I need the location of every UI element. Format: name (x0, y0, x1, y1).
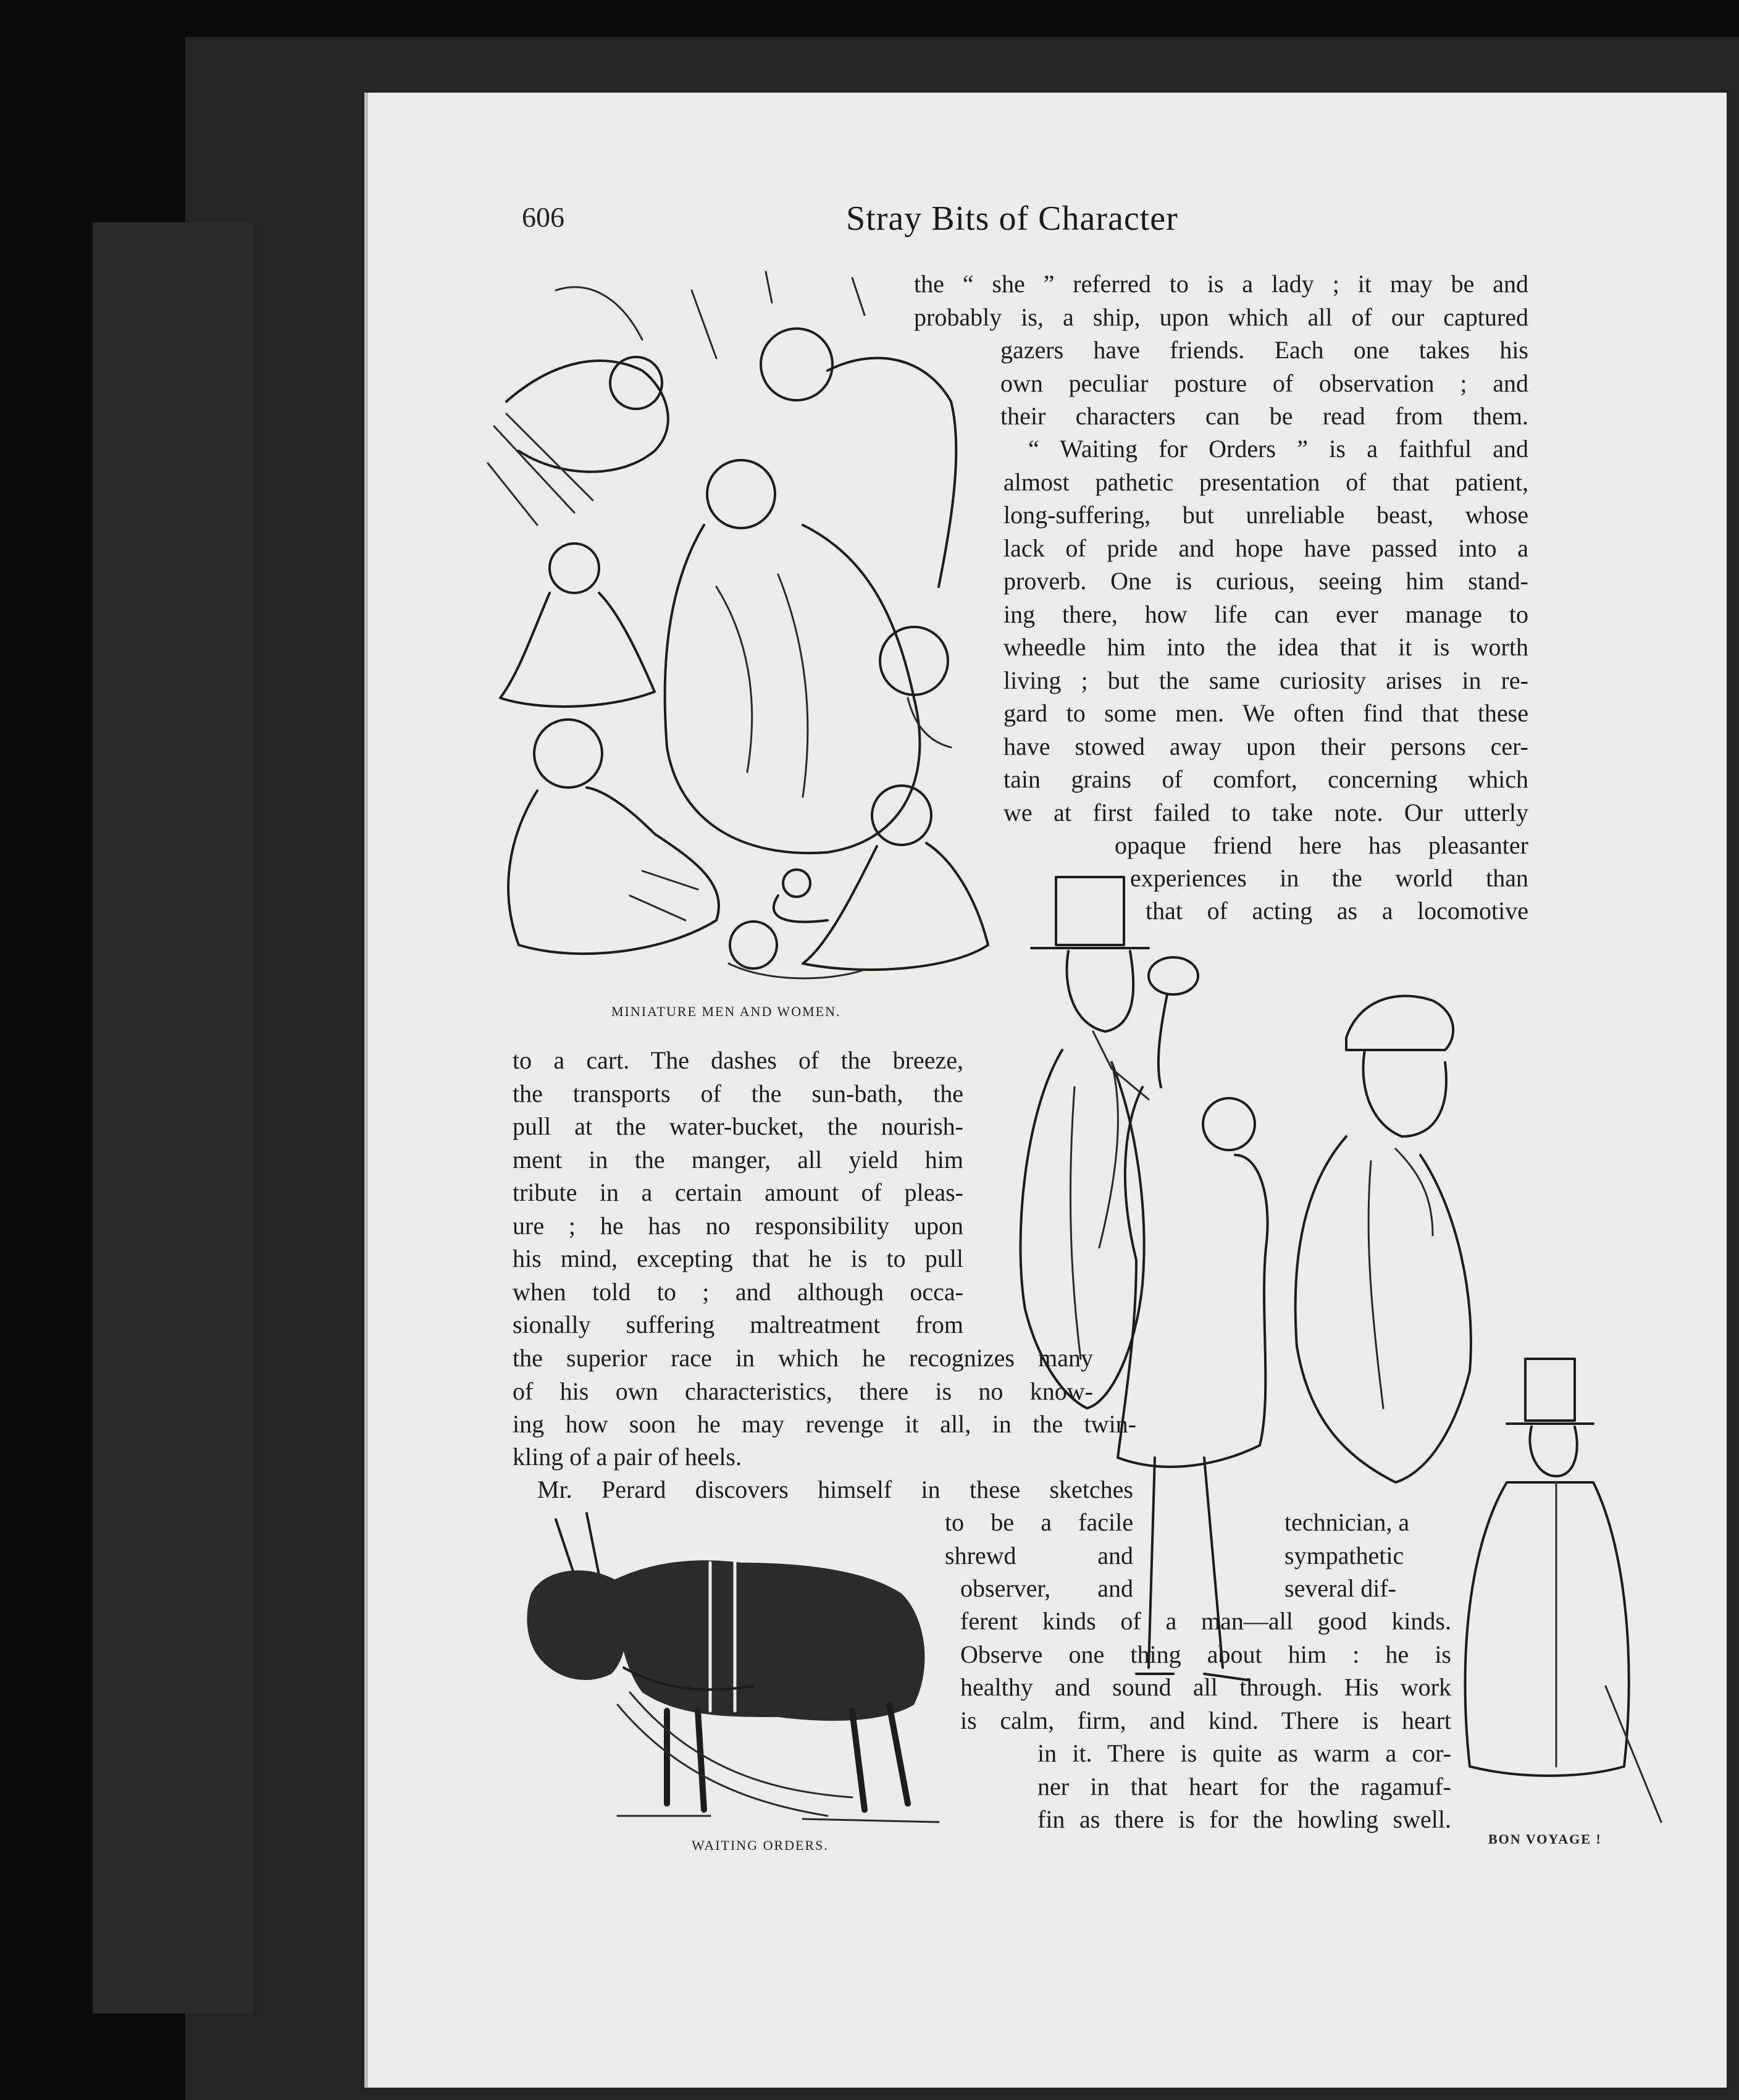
text-line: shrewd and (945, 1541, 1133, 1569)
text-line: the superior race in which he recognizes many (513, 1344, 1093, 1372)
text-line: opaque friend here has pleasanter (1115, 831, 1528, 859)
paragraph-2-narrow (1146, 894, 1528, 928)
text-line: living ; but the same curiosity arises in re- (1004, 666, 1528, 694)
text-line: have stowed away upon their persons cer- (1004, 732, 1528, 760)
text-line: ing how soon he may revenge it all, in the twin- (513, 1410, 1136, 1438)
text-line: ure ; he has no responsibility upon (513, 1211, 963, 1240)
text-line: technician, a (1284, 1508, 1410, 1536)
text-line: experiences in the world than (1130, 864, 1528, 892)
text-line: gard to some men. We often find that these (1004, 699, 1528, 727)
text-line: gazers have friends. Each one takes his (1000, 336, 1528, 364)
text-line: sionally suffering maltreatment from (513, 1311, 963, 1338)
paragraph-3-wide (513, 1408, 1136, 1441)
text-line: tribute in a certain amount of pleas- (513, 1178, 963, 1206)
running-head: Stray Bits of Character (846, 200, 1178, 238)
text-line: long-suffering, but unreliable beast, whose (1004, 501, 1528, 529)
text-line: sympathetic (1284, 1541, 1404, 1569)
text-line: Observe one thing about him : he is (960, 1640, 1451, 1668)
text-line: ing there, how life can ever manage to (1004, 600, 1528, 628)
donkey-illustration (506, 1507, 976, 1828)
text-line: observer, and (960, 1574, 1133, 1602)
text-line: kling of a pair of heels. (513, 1443, 742, 1471)
text-line: fin as there is for the howling swell. (1037, 1805, 1451, 1833)
paragraph-1-bottom (1000, 334, 1528, 433)
text-line: ferent kinds of a man—all good kinds. (960, 1607, 1451, 1635)
paragraph-3 (513, 1044, 963, 1342)
paragraph-4-first (537, 1473, 1133, 1506)
text-line: to be a facile (945, 1508, 1133, 1536)
text-line: wheedle him into the idea that it is worth (1004, 633, 1528, 661)
page-number: 606 (522, 201, 564, 233)
text-line: tain grains of comfort, concerning which (1004, 765, 1528, 793)
paragraph-3-last (513, 1440, 742, 1474)
text-line: of his own characteristics, there is no know- (513, 1377, 1093, 1405)
babies-illustration (482, 266, 994, 994)
text-line: ner in that heart for the ragamuf- (1037, 1772, 1451, 1800)
text-line: is calm, firm, and kind. There is heart (960, 1706, 1451, 1734)
text-line: “ Waiting for Orders ” is a faithful and (1028, 435, 1528, 463)
text-line: the “ she ” referred to is a lady ; it may be and (914, 270, 1528, 298)
book-spine (93, 222, 253, 2014)
text-line: Mr. Perard discovers himself in these sketches (537, 1476, 1133, 1503)
text-line: almost pathetic presentation of that patient, (1004, 468, 1528, 496)
text-line: his mind, excepting that he is to pull (513, 1245, 963, 1272)
caption-waiting: WAITING ORDERS. (692, 1838, 829, 1853)
paragraph-4-left-col (945, 1506, 1133, 1572)
text-line: to a cart. The dashes of the breeze, (513, 1046, 963, 1074)
paragraph-2 (1004, 432, 1528, 829)
text-line: their characters can be read from them. (1000, 402, 1528, 430)
text-line: several dif- (1284, 1574, 1397, 1602)
text-line: pull at the water-bucket, the nourish- (513, 1112, 963, 1140)
caption-miniature: MINIATURE MEN AND WOMEN. (611, 1004, 841, 1019)
text-line: the transports of the sun-bath, the (513, 1079, 963, 1107)
caption-bon-voyage: BON VOYAGE ! (1488, 1831, 1602, 1847)
text-line: we at first failed to take note. Our utterly (1004, 798, 1528, 826)
paragraph-4-right-col (1284, 1506, 1445, 1605)
paragraph-3-wide (513, 1342, 1093, 1408)
text-line: lack of pride and hope have passed into a (1004, 534, 1528, 562)
text-line: in it. There is quite as warm a cor- (1037, 1739, 1451, 1767)
paragraph-4-body (960, 1605, 1451, 1737)
text-line: that of acting as a locomotive (1146, 897, 1528, 925)
paragraph-4-tail (1037, 1737, 1451, 1836)
paragraph-1-top (914, 267, 1528, 334)
text-line: proverb. One is curious, seeing him stand- (1004, 567, 1528, 595)
text-line: healthy and sound all through. His work (960, 1673, 1451, 1701)
paragraph-2-narrow (1115, 829, 1528, 862)
paragraph-2-narrow (1130, 862, 1528, 895)
text-line: own peculiar posture of observation ; and (1000, 369, 1528, 397)
text-line: probably is, a ship, upon which all of our captured (914, 303, 1528, 331)
text-line: when told to ; and although occa- (513, 1277, 963, 1306)
text-line: ment in the manger, all yield him (513, 1145, 963, 1174)
paragraph-4-left-col (960, 1572, 1133, 1605)
